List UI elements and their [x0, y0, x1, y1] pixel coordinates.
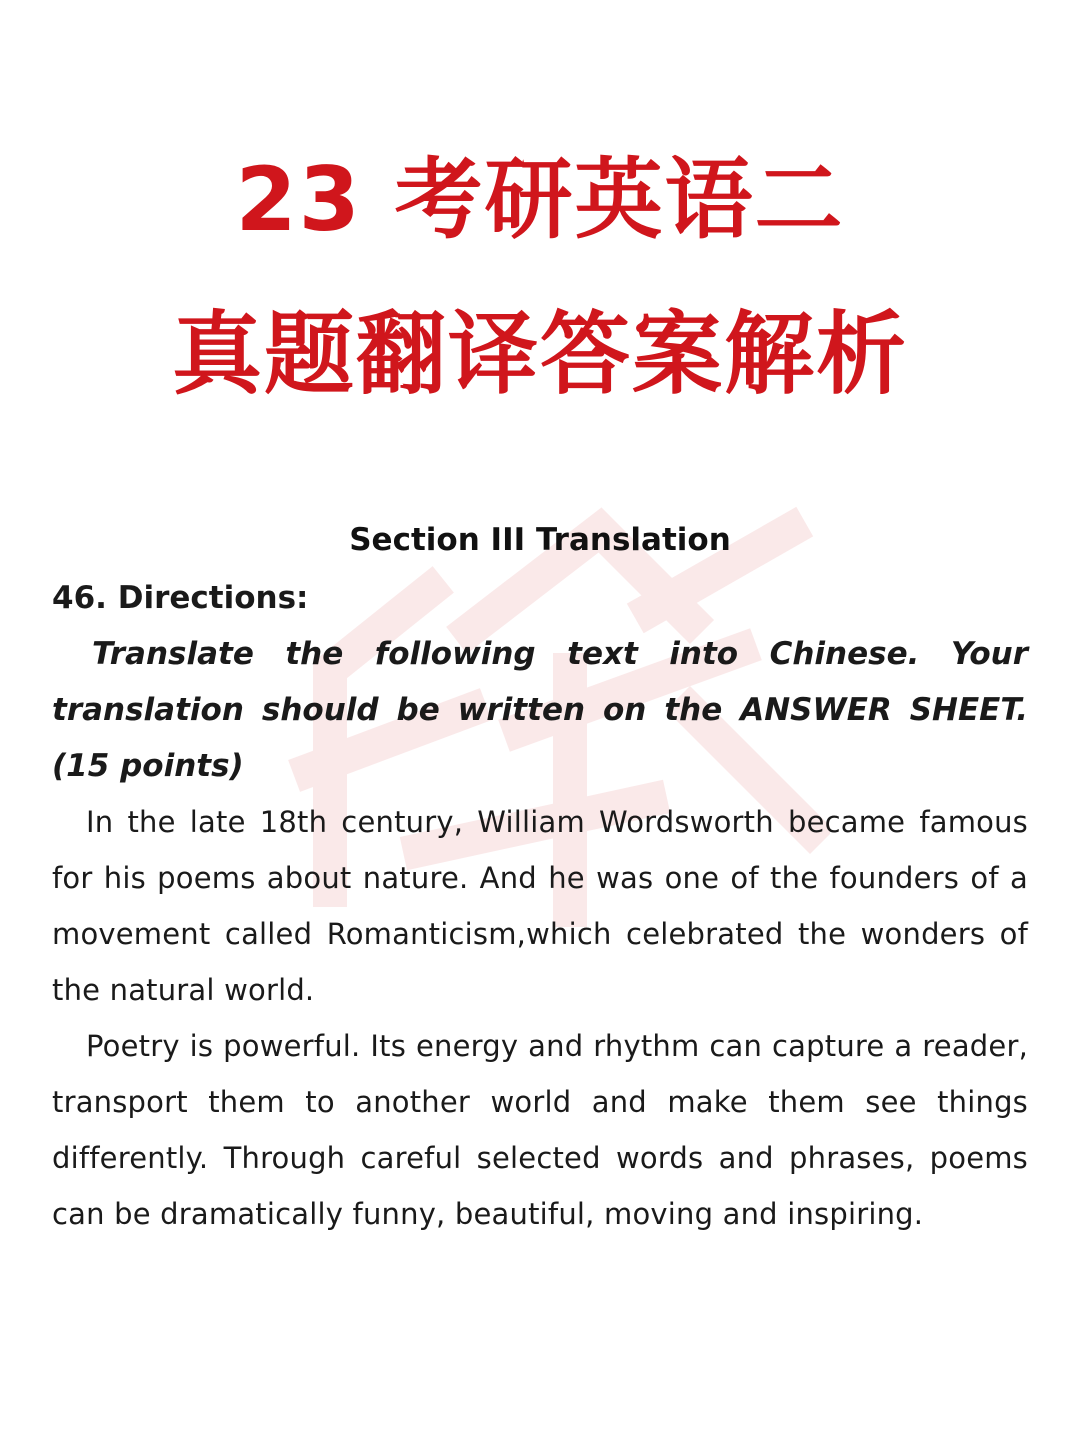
question-body: [52, 570, 1028, 1242]
directions-label: 46. Directions:: [52, 580, 309, 616]
page-title-line-2: 真题翻译答案解析: [172, 302, 908, 407]
passage-paragraph-2: Poetry is powerful. Its energy and rhythm can capture a reader, transport them to another world and make them see things differently. Through careful selected words and phrases, poems can be dramatically funny, beautiful, moving and inspiring.: [52, 1029, 1028, 1231]
directions-instructions: Translate the following text into Chinese. Your translation should be written on the ANSWER SHEET. (15 points): [52, 636, 1028, 784]
page-title-line-1: 23 考研英语二: [235, 148, 845, 251]
section-heading: Section III Translation: [349, 522, 731, 558]
passage-paragraph-1: In the late 18th century, William Wordsworth became famous for his poems about nature. And he was one of the founders of a movement called Romanticism,which celebrated the wonders of the natural world.: [52, 805, 1028, 1007]
